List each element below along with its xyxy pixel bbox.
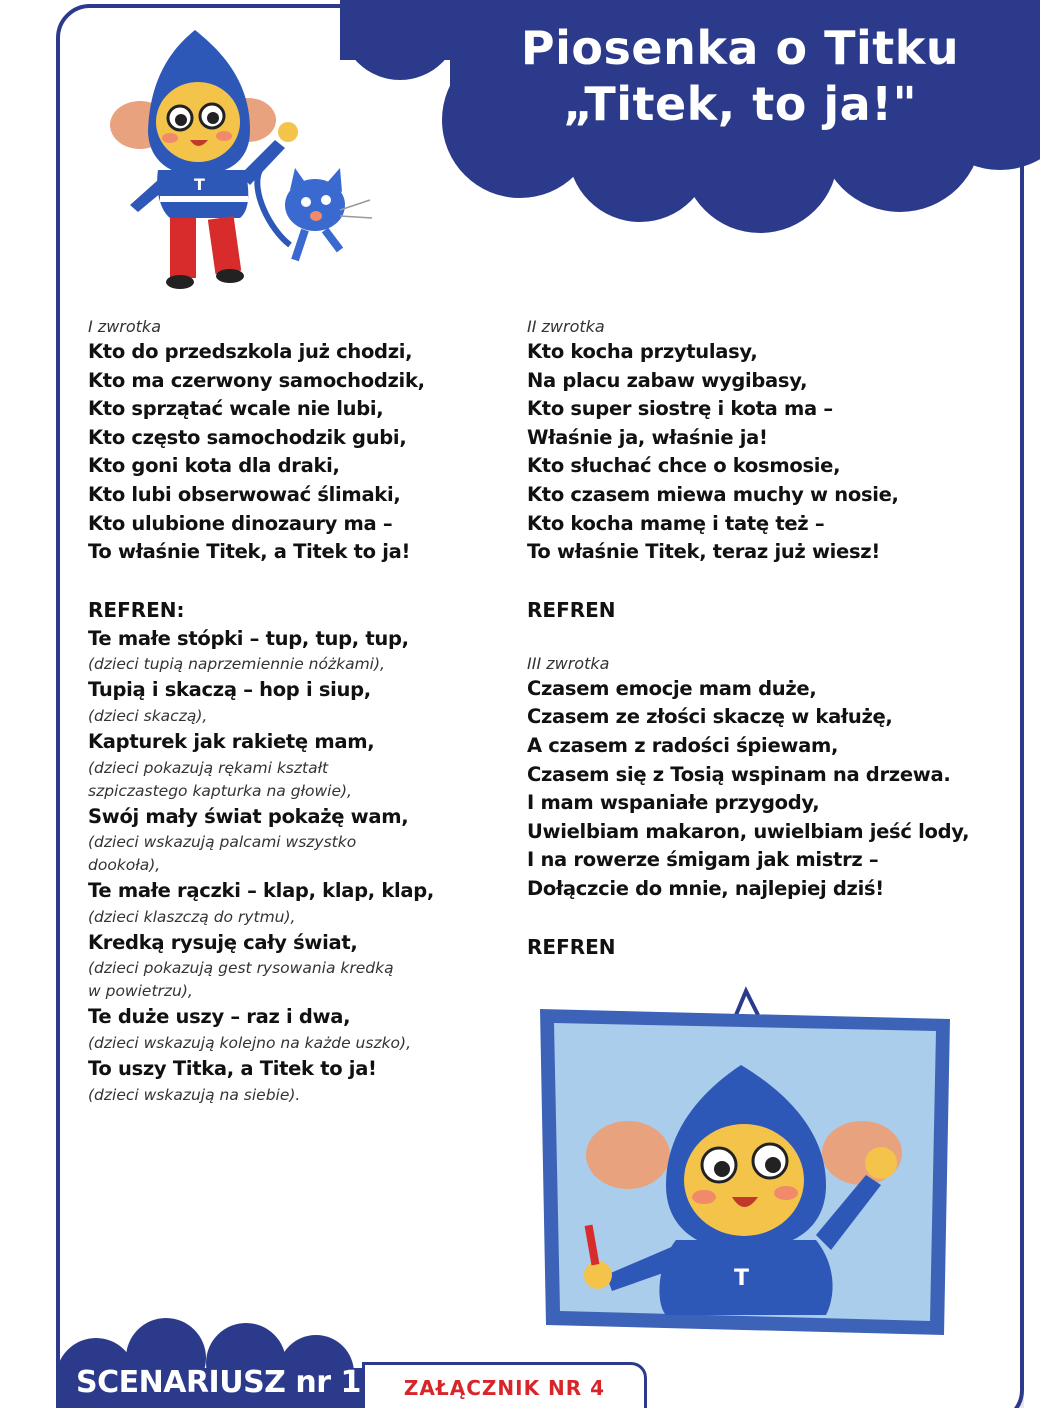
verse1-line: Kto sprzątać wcale nie lubi,	[88, 397, 384, 421]
chorus-line: Kredką rysuję cały świat,	[88, 930, 358, 954]
verse1-line: Kto goni kota dla draki,	[88, 454, 340, 478]
verse1-line: Kto do przedszkola już chodzi,	[88, 340, 413, 363]
right-column	[527, 316, 997, 962]
verse1-line: Kto ma czerwony samochodzik,	[88, 368, 425, 392]
verse2-line: Kto kocha przytulasy,	[527, 340, 758, 363]
verse1-line: Kto ulubione dinozaury ma –	[88, 511, 393, 535]
framed-titek-picture	[536, 985, 956, 1345]
verse3-refrain: REFREN	[527, 934, 616, 959]
svg-text:T: T	[734, 1266, 750, 1291]
chorus-note: (dzieci wskazują kolejno na każde uszko),	[88, 1033, 412, 1052]
verse1-line: To właśnie Titek, a Titek to ja!	[88, 540, 411, 564]
verse2-refrain: REFREN	[527, 597, 616, 622]
verse2-line: Kto super siostrę i kota ma –	[527, 397, 833, 421]
scenario-label: SCENARIUSZ nr 1	[76, 1365, 361, 1400]
verse3-line: Uwielbiam makaron, uwielbiam jeść lody,	[527, 819, 970, 843]
verse3-line: A czasem z radości śpiewam,	[527, 733, 839, 757]
verse1-line: Kto często samochodzik gubi,	[88, 425, 407, 449]
chorus-note: (dzieci tupią naprzemiennie nóżkami),	[88, 655, 385, 674]
left-column	[88, 316, 498, 1107]
verse3-line: Czasem się z Tosią wspinam na drzewa.	[527, 762, 951, 786]
attachment-label: ZAŁĄCZNIK NR 4	[362, 1362, 647, 1408]
verse2-line: To właśnie Titek, teraz już wiesz!	[527, 540, 880, 564]
titek-and-cat-illustration	[100, 20, 400, 295]
verse3-line: Dołączcie do mnie, najlepiej dziś!	[527, 876, 884, 900]
chorus-line: Kapturek jak rakietę mam,	[88, 729, 375, 753]
verse2-line: Kto kocha mamę i tatę też –	[527, 511, 825, 535]
verse3-line: Czasem emocje mam duże,	[527, 676, 817, 700]
verse3-line: Czasem ze złości skaczę w kałużę,	[527, 705, 893, 729]
page-title	[470, 20, 1010, 132]
chorus-note: (dzieci pokazują rękami kształt	[88, 758, 329, 777]
verse2-line: Kto czasem miewa muchy w nosie,	[527, 482, 899, 506]
chorus-note: (dzieci pokazują gest rysowania kredką	[88, 959, 394, 978]
verse1-line: Kto lubi obserwować ślimaki,	[88, 482, 401, 506]
chorus-line: Swój mały świat pokażę wam,	[88, 804, 409, 828]
chorus-note: (dzieci wskazują na siebie).	[88, 1085, 301, 1104]
chorus-note: (dzieci klaszczą do rytmu),	[88, 907, 296, 926]
title-line-1: Piosenka o Titku	[520, 21, 960, 75]
verse2-line: Na placu zabaw wygibasy,	[527, 368, 808, 392]
verse1-label: I zwrotka	[88, 317, 161, 336]
spacer	[527, 625, 997, 653]
verse2-label: II zwrotka	[527, 317, 605, 336]
svg-text:T: T	[194, 175, 205, 194]
chorus-line: Tupią i skaczą – hop i siup,	[88, 678, 371, 702]
verse2-line: Kto słuchać chce o kosmosie,	[527, 454, 841, 478]
chorus-note: (dzieci wskazują palcami wszystko	[88, 833, 357, 852]
chorus-line: Te duże uszy – raz i dwa,	[88, 1005, 351, 1029]
verse3-label: III zwrotka	[527, 653, 610, 673]
verse2-line: Właśnie ja, właśnie ja!	[527, 425, 768, 449]
chorus-line: Te małe rączki – klap, klap, klap,	[88, 879, 435, 903]
chorus-note: (dzieci skaczą),	[88, 706, 208, 725]
chorus-note: szpiczastego kapturka na głowie),	[88, 781, 352, 800]
chorus-line: To uszy Titka, a Titek to ja!	[88, 1056, 377, 1080]
title-line-2: „Titek, to ja!"	[562, 77, 918, 131]
chorus-note: dookoła),	[88, 856, 161, 875]
chorus-heading: REFREN:	[88, 597, 185, 622]
chorus-note: w powietrzu),	[88, 982, 193, 1001]
verse3-line: I mam wspaniałe przygody,	[527, 791, 820, 815]
verse3-line: I na rowerze śmigam jak mistrz –	[527, 848, 879, 872]
chorus-line: Te małe stópki – tup, tup, tup,	[88, 626, 409, 650]
